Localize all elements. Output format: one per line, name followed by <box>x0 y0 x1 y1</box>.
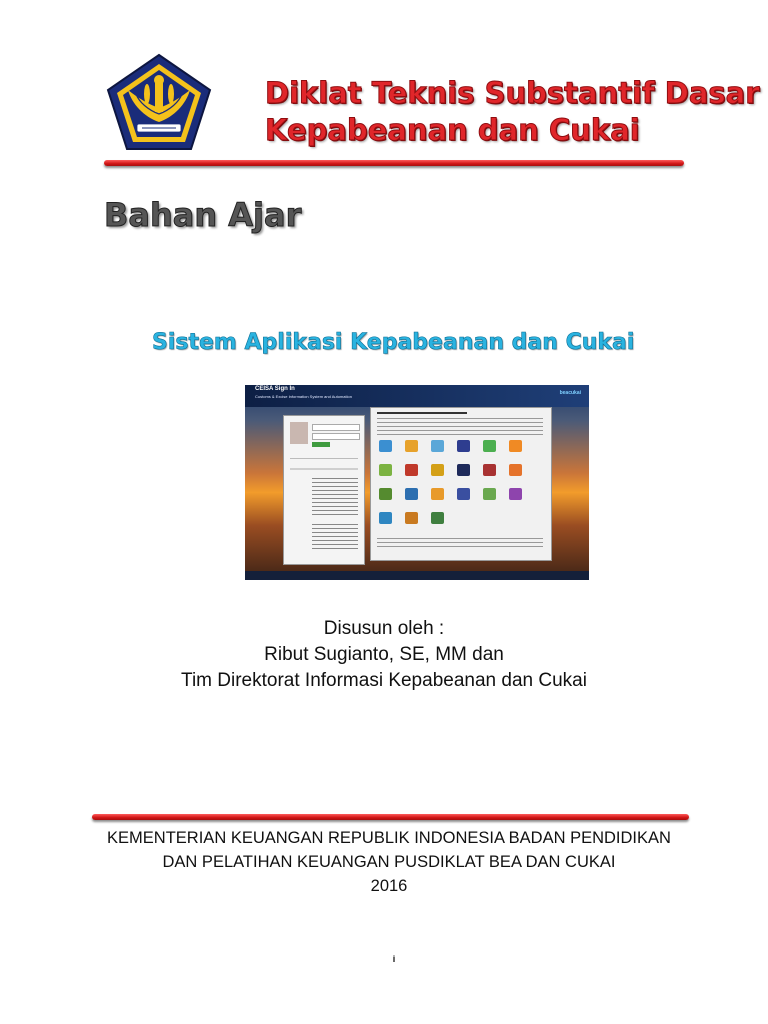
app-icon <box>509 440 522 452</box>
institution-line-2: DAN PELATIHAN KEUANGAN PUSDIKLAT BEA DAN CUKAI <box>162 853 616 871</box>
credit-label: Disusun oleh : <box>323 618 445 639</box>
institution-line-1: KEMENTERIAN KEUANGAN REPUBLIK INDONESIA BADAN PENDIDIKAN <box>107 829 671 847</box>
app-icon <box>483 464 496 476</box>
credit-author: Ribut Sugianto, SE, MM dan <box>264 644 504 665</box>
screenshot-info-text <box>312 478 358 518</box>
screenshot-footer <box>245 571 589 580</box>
screenshot-logo: beacukai <box>559 390 581 396</box>
app-icon <box>379 440 392 452</box>
screenshot-panel-title <box>377 412 467 414</box>
app-icon <box>379 464 392 476</box>
screenshot-app-panel <box>370 407 552 561</box>
app-icon <box>457 464 470 476</box>
document-type: Bahan Ajar <box>104 196 302 234</box>
app-icon <box>431 440 444 452</box>
screenshot-brand: CEISA Sign In <box>255 386 295 392</box>
screenshot-panel-footer-text <box>377 538 543 550</box>
app-icon <box>483 440 496 452</box>
title-line-1: Diklat Teknis Substantif Dasar <box>265 76 760 110</box>
screenshot-divider <box>290 458 358 459</box>
app-icon <box>431 512 444 524</box>
app-icon <box>431 488 444 500</box>
kemenkeu-logo <box>104 52 214 152</box>
screenshot-avatar <box>290 422 308 444</box>
app-icon <box>405 512 418 524</box>
app-icon <box>405 440 418 452</box>
screenshot-text-line <box>290 468 358 470</box>
app-icon <box>379 512 392 524</box>
screenshot-subtitle: Customs & Excise Information System and Automation <box>255 394 352 399</box>
screenshot-user-field <box>312 424 360 431</box>
screenshot-password-field <box>312 433 360 440</box>
app-icon <box>405 488 418 500</box>
document-subtitle: Sistem Aplikasi Kepabeanan dan Cukai <box>152 330 635 355</box>
app-icon <box>509 488 522 500</box>
page-number: i <box>392 954 396 964</box>
screenshot-panel-text <box>377 418 543 436</box>
app-icon <box>457 488 470 500</box>
publication-year: 2016 <box>370 877 408 895</box>
title-line-2: Kepabeanan dan Cukai <box>265 113 640 147</box>
ceisa-screenshot <box>245 385 589 580</box>
app-icon <box>509 464 522 476</box>
app-icon <box>405 464 418 476</box>
credit-team: Tim Direktorat Informasi Kepabeanan dan Cukai <box>181 670 587 691</box>
screenshot-login-panel <box>283 415 365 565</box>
app-icon <box>483 488 496 500</box>
bottom-divider <box>92 814 689 820</box>
screenshot-login-button <box>312 442 330 447</box>
screenshot-info-text <box>312 524 358 552</box>
top-divider <box>104 160 684 166</box>
app-icon <box>431 464 444 476</box>
app-icon <box>457 440 470 452</box>
app-icon <box>379 488 392 500</box>
